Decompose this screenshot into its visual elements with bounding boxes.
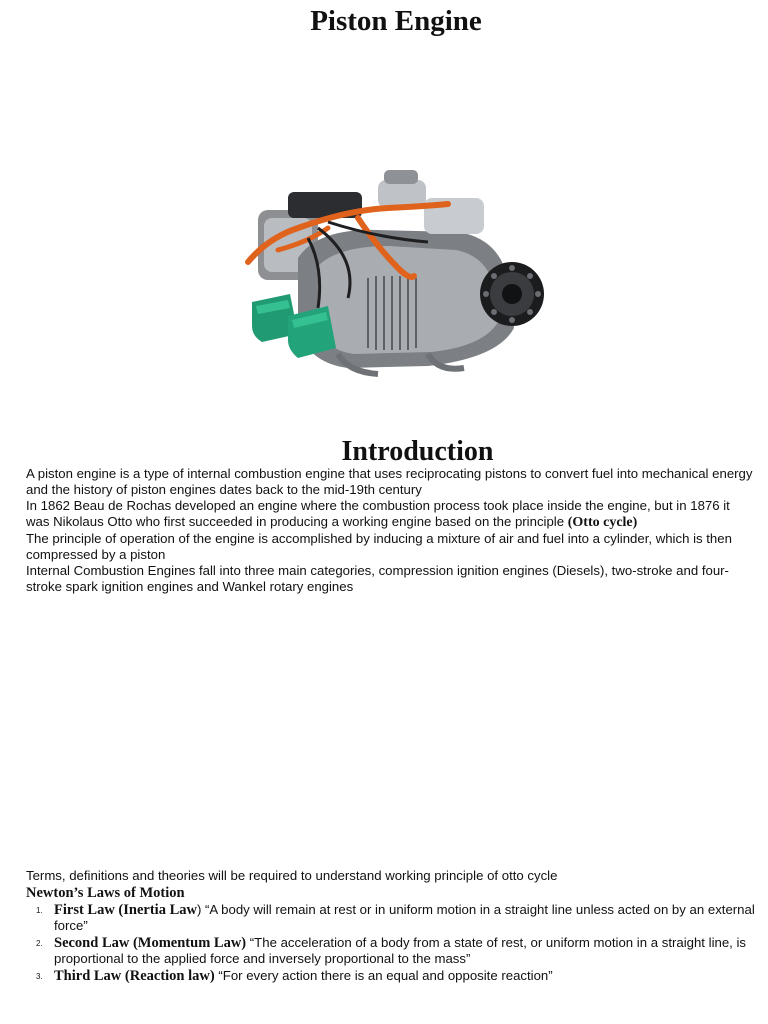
- otto-cycle-emphasis: (Otto cycle): [567, 515, 638, 530]
- terms-line: Terms, definitions and theories will be required to understand working principle of otto cycle: [26, 868, 558, 883]
- newton-laws-heading: Newton’s Laws of Motion: [26, 885, 185, 901]
- intro-paragraph-2: [26, 498, 756, 531]
- intro-paragraph-3: The principle of operation of the engine is accomplished by inducing a mixture of air and fuel into a cylinder, which is then compressed by a piston: [26, 531, 732, 562]
- law-number: 2.: [36, 939, 43, 948]
- intro-paragraph-2-text: In 1862 Beau de Rochas developed an engine where the combustion process took place inside the engine, but in 1876 it was Nikolaus Otto who first succeeded in producing a working engine based on the principle: [26, 498, 730, 529]
- engine-image: [228, 158, 544, 390]
- intro-paragraph-1: A piston engine is a type of internal combustion engine that uses reciprocating pistons to convert fuel into mechanical energy and the history of piston engines dates back to the mid-19th century: [26, 466, 753, 497]
- newton-laws-list: [26, 902, 756, 985]
- law-item: [26, 902, 756, 934]
- law-name: Third Law (Reaction law): [54, 968, 215, 984]
- law-item: [26, 935, 756, 967]
- introduction-heading: Introduction: [341, 436, 494, 467]
- law-name: Second Law (Momentum Law): [54, 935, 247, 951]
- page-title: Piston Engine: [310, 5, 482, 37]
- introduction-body: [26, 466, 756, 595]
- law-text: “The acceleration of a body from a state of rest, or uniform motion in a straight line, is proportional to the applied force and inversely proportional to the mass”: [54, 935, 747, 966]
- law-name: First Law (Inertia Law: [54, 902, 197, 918]
- law-item: [26, 968, 756, 984]
- law-number: 3.: [36, 972, 43, 981]
- law-text: ) “A body will remain at rest or in uniform motion in a straight line unless acted on by an external force”: [54, 902, 755, 933]
- law-number: 1.: [36, 906, 43, 915]
- law-text: “For every action there is an equal and opposite reaction”: [214, 968, 553, 983]
- intro-paragraph-4: Internal Combustion Engines fall into three main categories, compression ignition engines (Diesels), two-stroke and four-stroke spark ignition engines and Wankel rotary engines: [26, 563, 729, 594]
